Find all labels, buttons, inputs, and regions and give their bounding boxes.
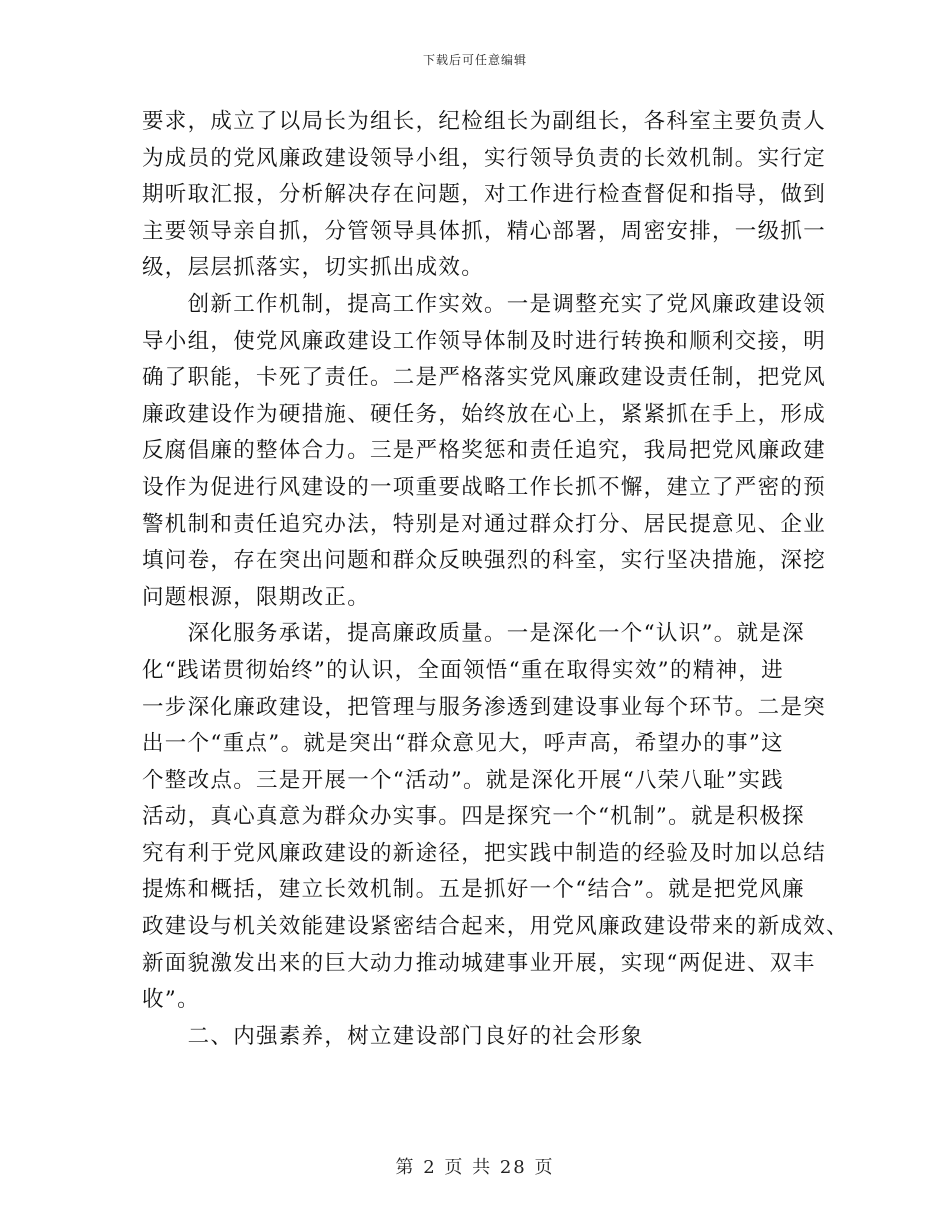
text-line: 出一个“重点”。就是突出“群众意见大，呼声高，希望办的事”这 [142,731,784,757]
text-line: 一步深化廉政建设，把管理与服务渗透到建设事业每个环节。二是突 [142,694,827,720]
page-number: 第 2 页 共 28 页 [395,1157,555,1178]
text-line: 新面貌激发出来的巨大动力推动城建事业开展，实现“两促进、双丰 [142,950,816,976]
text-line: 导小组，使党风廉政建设工作领导体制及时进行转换和顺利交接，明 [142,328,827,354]
text-line: 个整改点。三是开展一个“活动”。就是深化开展“八荣八耻”实践 [142,767,784,793]
text-line: 创新工作机制，提高工作实效。一是调整充实了党风廉政建设领 [142,291,827,317]
text-line: 为成员的党风廉政建设领导小组，实行领导负责的长效机制。实行定 [142,145,827,171]
text-line: 反腐倡廉的整体合力。三是严格奖惩和责任追究，我局把党风廉政建 [142,438,827,464]
text-line: 要求，成立了以局长为组长，纪检组长为副组长，各科室主要负责人 [142,109,827,134]
text-line: 确了职能，卡死了责任。二是严格落实党风廉政建设责任制，把党风 [142,365,827,391]
page-header: 下载后可任意编辑 [422,53,527,67]
text-line: 深化服务承诺，提高廉政质量。一是深化一个“认识”。就是深 [142,621,805,647]
text-line: 收”。 [142,987,200,1013]
text-line: 提炼和概括，建立长效机制。五是抓好一个“结合”。就是把党风廉 [142,877,805,903]
text-line: 问题根源，限期改正。 [142,584,371,610]
text-line: 主要领导亲自抓，分管领导具体抓，精心部署，周密安排，一级抓一 [142,218,827,244]
text-line: 廉政建设作为硬措施、硬任务，始终放在心上，紧紧抓在手上，形成 [142,401,827,427]
text-line: 警机制和责任追究办法，特别是对通过群众打分、居民提意见、企业 [142,511,827,537]
text-line: 政建设与机关效能建设紧密结合起来，用党风廉政建设带来的新成效、 [142,914,849,940]
text-line: 级，层层抓落实，切实抓出成效。 [142,255,485,281]
section-heading: 二、内强素养，树立建设部门良好的社会形象 [142,1023,644,1049]
document-body [142,104,849,1055]
text-line: 期听取汇报，分析解决存在问题，对工作进行检查督促和指导，做到 [142,182,827,208]
text-line: 活动，真心真意为群众办实事。四是探究一个“机制”。就是积极探 [142,804,805,830]
text-line: 化“践诺贯彻始终”的认识，全面领悟“重在取得实效”的精神，进 [142,657,784,683]
text-line: 究有利于党风廉政建设的新途径，把实践中制造的经验及时加以总结 [142,840,827,866]
text-line: 设作为促进行风建设的一项重要战略工作长抓不懈，建立了严密的预 [142,474,827,500]
text-line: 填问卷，存在突出问题和群众反映强烈的科室，实行坚决措施，深挖 [142,548,827,574]
